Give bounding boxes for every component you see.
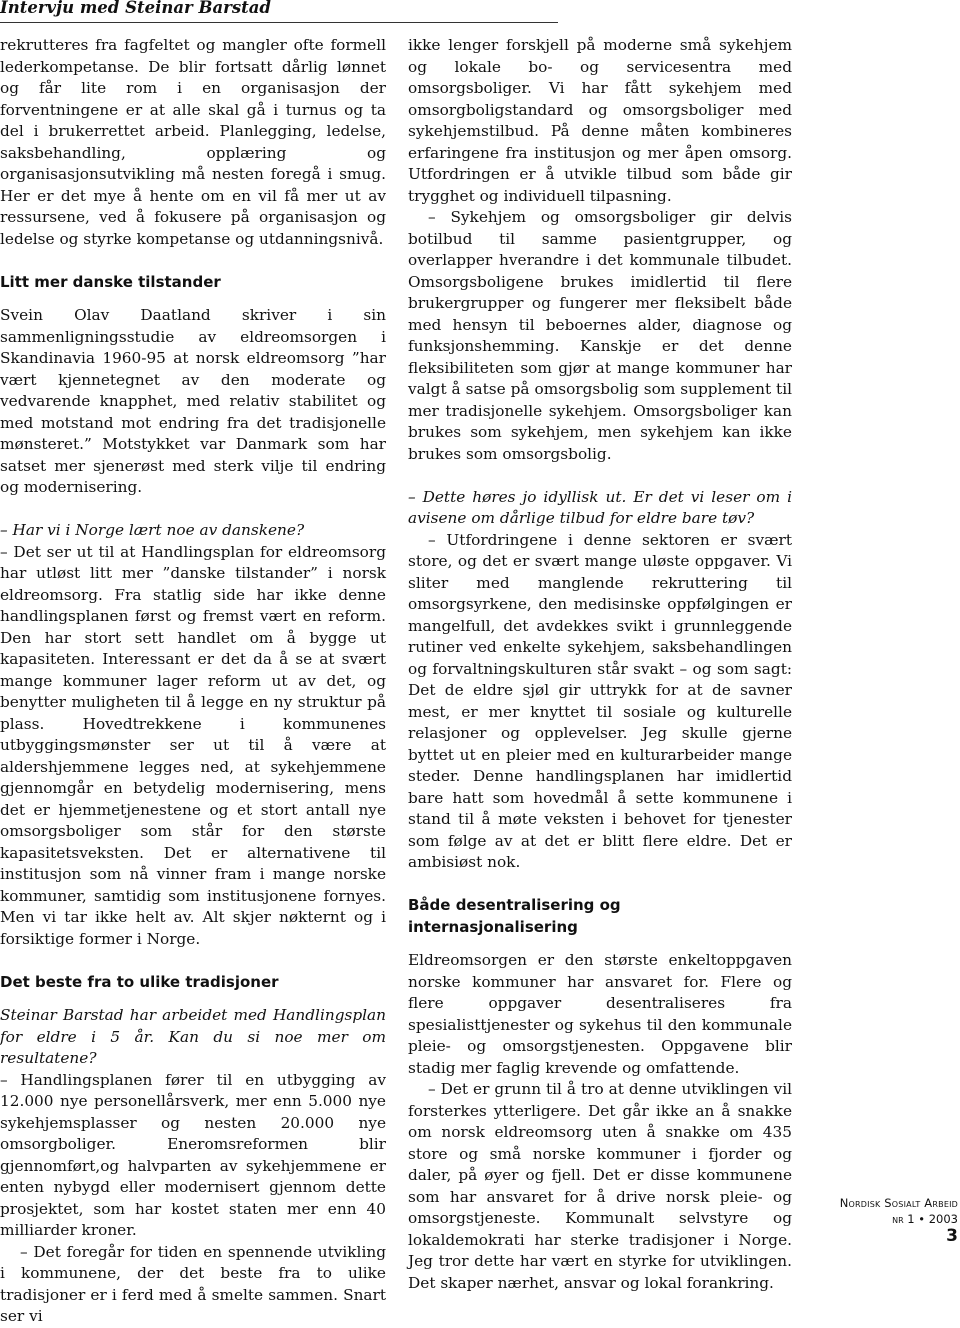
interview-answer: – Det foregår for tiden en spennende utvikling i kommunene, der det beste fra to ulike tradisjoner er i ferd med å smelte sammen. Snart ser vi	[0, 1242, 386, 1325]
interview-question: Steinar Barstad har arbeidet med Handlingsplan for eldre i 5 år. Kan du si noe mer om resultatene?	[0, 1006, 386, 1067]
paragraph: ikke lenger forskjell på moderne små sykehjem og lokale bo- og servicesentra med omsorgsboliger. Vi har fått sykehjem med omsorgboligstandard og omsorgsboliger med sykehjemstilbud. På denne måten kombineres erfaringene fra institusjon og mer åpen omsorg. Utfordringen er å utvikle tilbud som både gir trygghet og individuell tilpasning.	[408, 36, 792, 205]
interview-answer: – Utfordringene i denne sektoren er svært store, og det er svært mange uløste oppgaver. Vi sliter med manglende rekruttering til omsorgsyrkene, den medisinske oppfølgingen er mangelfull, det avdekkes svikt i grunnleggende rutiner ved enkelte sykehjem, saksbehandlingen og forvaltningskulturen står svakt – og som sagt: Det de eldre sjøl gir uttrykk for at de savner mest, er mer knyttet til sosiale og kulturelle relasjoner og opplevelser. Jeg skulle gjerne byttet ut en pleier med en kulturarbeider mange steder. Denne handlingsplanen har imidlertid bare hatt som hovedmål å sette kommunene i stand til å møte veksten i behovet for tjenester som følge av at det er blitt flere eldre. Det er ambisiøst nok.	[408, 530, 792, 871]
paragraph: – Det er grunn til å tro at denne utviklingen vil forsterkes ytterligere. Det går ikke an å snakke om norsk eldreomsorg uten å snakke om 435 store og små norske kommuner i fjorder og daler, på øyer og fjell. Det er disse kommunene som har ansvaret for å drive norsk pleie- og omsorgstjeneste. Kommunalt selvstyre og lokaldemokrati har sterke tradisjoner i Norge. Jeg tror dette har vært en styrke for utviklingen. Det skaper nærhet, ansvar og lokal forankring.	[408, 1080, 792, 1292]
running-head	[0, 0, 558, 23]
section-heading: Litt mer danske tilstander	[0, 272, 221, 291]
paragraph: Eldreomsorgen er den største enkeltoppgaven norske kommuner har ansvaret for. Flere og flere oppgaver desentraliseres fra spesialisttjenester og sykehus til den kommunale pleie- og omsorgstjenesten. Oppgavene blir stadig mer faglig krevende og omfattende.	[408, 951, 792, 1077]
page-footer	[808, 1196, 958, 1246]
page-number: 3	[946, 1226, 958, 1246]
section-heading: Det beste fra to ulike tradisjoner	[0, 972, 279, 991]
paragraph: Svein Olav Daatland skriver i sin sammenligningsstudie av eldreomsorgen i Skandinavia 1960-95 at norsk eldreomsorg ”har vært kjennetegnet av den moderate og vedvarende knapphet, med relativ stabilitet og med motstand mot endring fra det tradisjonelle mønsteret.” Motstykket var Danmark som har satset mer sjenerøst med sterk vilje til endring og modernisering.	[0, 306, 386, 496]
section-heading: Både desentralisering og internasjonalisering	[408, 896, 621, 936]
journal-name: Nordisk Sosialt Arbeid	[839, 1196, 958, 1210]
interview-question: – Dette høres jo idyllisk ut. Er det vi leser om i avisene om dårlige tilbud for eldre bare tøv?	[408, 487, 792, 527]
running-head-title: Intervju med Steinar Barstad	[0, 0, 271, 17]
paragraph: – Sykehjem og omsorgsboliger gir delvis botilbud til samme pasientgrupper, og overlapper hverandre i det kommunale tilbudet. Omsorgsboligene brukes imidlertid til flere brukergrupper og fungerer mer fleksibelt både med hensyn til beboernes alder, diagnose og funksjonshemming. Kanskje er det denne fleksibiliteten som gjør at mange kommuner har valgt å satse på omsorgsbolig som supplement til mer tradisjonelle sykehjem. Omsorgsboliger kan brukes som sykehjem, men sykehjem kan ikke brukes som omsorgsbolig.	[408, 208, 792, 463]
interview-answer: – Det ser ut til at Handlingsplan for eldreomsorg har utløst litt mer ”danske tilstander” i norsk eldreomsorg. Fra statlig side har ikke denne handlingsplanen først og fremst vært en reform. Den har stort sett handlet om å bygge ut kapasiteten. Interessant er det da å se at svært mange kommuner lager reform ut av det, og benytter muligheten til å legge en ny struktur på plass. Hovedtrekkene i kommunenes utbyggingsmønster ser ut til å være at aldershjemmene legges ned, at sykehjemmene gjennomgår en betydelig modernisering, mens det er hjemmetjenestene og et stort antall nye omsorgsboliger som står for den største kapasitetsveksten. Det er alternativene til institusjon som nå vinner fram i mange norske kommuner, samtidig som institusjonene fornyes. Men vi tar ikke helt av. Alt skjer nøkternt og i forsiktige former i Norge.	[0, 542, 386, 948]
left-column	[0, 35, 386, 1325]
issue-info: nr 1 • 2003	[892, 1212, 958, 1226]
interview-answer: – Handlingsplanen fører til en utbygging av 12.000 nye personellårsverk, mer enn 5.000 nye sykehjemsplasser og nesten 20.000 nye omsorgboliger. Eneromsreformen blir gjennomført,og halvparten av sykehjemmene er enten nybygd eller modernisert gjennom dette prosjektet, som har kostet staten mer enn 40 milliarder kroner.	[0, 1070, 386, 1239]
right-column	[408, 35, 792, 1292]
paragraph: rekrutteres fra fagfeltet og mangler ofte formell lederkompetanse. De blir fortsatt dårlig lønnet og får lite rom i en organisasjon der forventningene er at alle skal gå i turnus og ta del i brukerrettet arbeid. Planlegging, ledelse, saksbehandling, opplæring og organisasjonsutvikling må nesten foregå i smug. Her er det mye å hente om en vil få mer ut av ressursene, ved å fokusere på organisasjon og ledelse og styrke kompetanse og utdanningsnivå.	[0, 36, 386, 248]
interview-question: – Har vi i Norge lært noe av danskene?	[0, 521, 305, 539]
